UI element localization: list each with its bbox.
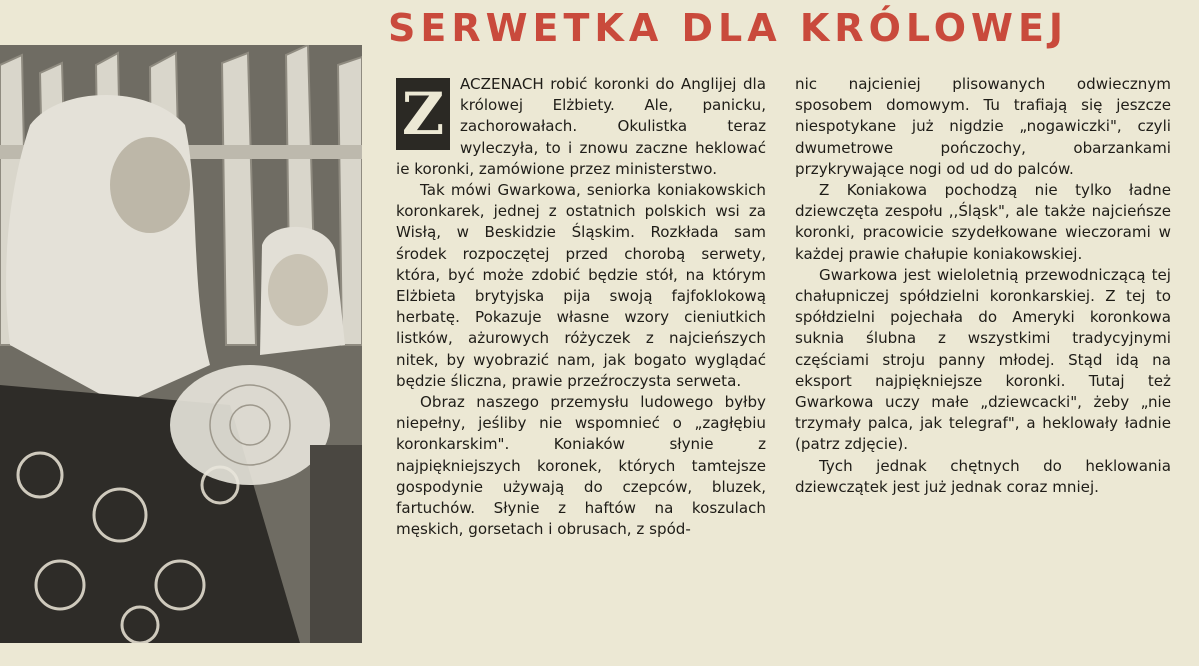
paragraph-3: Obraz naszego przemysłu ludowego byłby niepełny, jeśliby nie wspomnieć o „zagłębiu koronkarskim". Koniaków słynie z najpiękniejszych koronek, których tamtejsze gospodynie używają do czepców, bluzek, fartuchów. Słynie z haftów na koszulach męskich, gorsetach i obrusach, z spód- — [396, 393, 766, 539]
column-2 — [795, 74, 1171, 498]
article-title: SERWETKA DLA KRÓLOWEJ — [388, 6, 1069, 50]
paragraph-2: Tak mówi Gwarkowa, seniorka koniakowskich koronkarek, jednej z ostatnich polskich wsi za Wisłą, w Beskidzie Śląskim. Rozkłada sam środek rozpoczętej przed chorobą serwety, która, być może zdobić będzie stół, na którym Elżbieta brytyjska pija swoją fajfoklokową herbatę. Pokazuje własne wzory cieniutkich listków, ażurowych różyczek z najcieńszych nitek, by wyobrazić nam, jak bogato wyglądać będzie śliczna, prawie przeźroczysta serweta. — [396, 181, 766, 390]
paragraph-5: Z Koniakowa pochodzą nie tylko ładne dziewczęta zespołu ,,Śląsk", ale także najcieńsze koronki, pracowicie szydełkowane wieczorami w każdej prawie chałupie koniakowskiej. — [795, 181, 1171, 263]
photo-illustration — [0, 45, 362, 643]
paragraph-1 — [396, 74, 766, 180]
column-1 — [396, 74, 766, 540]
paragraph-1-text: ACZENACH robić koronki do Anglijej dla królowej Elżbiety. Ale, panicku, zachorowałach. Okulistka teraz wyleczyła, to i znowu zaczne heklować ie koronki, zamówione przez ministerstwo. — [396, 75, 766, 178]
paragraph-4: nic najcieniej plisowanych odwiecznym sposobem domowym. Tu trafiają się jeszcze niespotykane już nigdzie „nogawiczki", czyli dwumetrowe pończochy, obarzankami przykrywające nogi od ud do palców. — [795, 75, 1171, 178]
drop-cap: Z — [396, 78, 450, 150]
photo-lacemakers — [0, 45, 362, 643]
paragraph-7: Tych jednak chętnych do heklowania dziewczątek jest już jednak coraz mniej. — [795, 456, 1171, 496]
paragraph-6: Gwarkowa jest wieloletnią przewodniczącą tej chałupniczej spółdzielni koronkarskiej. Z tej to spółdzielni pojechała do Ameryki koronkowa suknia ślubna z wszystkimi tradycyjnymi częściami stroju panny młodej. Stąd idą na eksport najpiękniejsze koronki. Tutaj też Gwarkowa uczy małe „dziewcacki", żeby „nie trzymały palca, jak telegraf", a heklowały ładnie (patrz zdjęcie). — [795, 265, 1171, 454]
